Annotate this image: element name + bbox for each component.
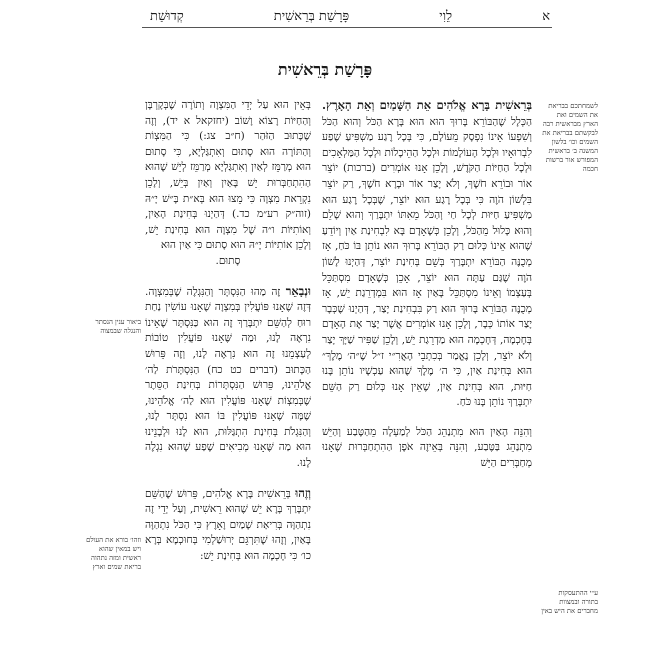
margin-gloss-right-bottom: ע״י ההתעסקות בתורה ובמצוות מחברים את היש באין (541, 589, 598, 615)
text-column-right (322, 98, 532, 650)
opening-verse: בְּרֵאשִׁית בָּרָא אֱלֹהִים אֵת הַשָּׁמַיִם וְאֵת הָאָרֶץ. (322, 98, 532, 112)
left-paragraph-2-body: זֶה מַהוּ הַנִּסְתָּר וְהַנִּגְלֶה שֶׁבְּמִצְוָה. דְּזֶה שֶׁאָנוּ פּוֹעֲלִין בְּמִצְוָה שֶׁאָנוּ עוֹשִׂין נַחַת רוּחַ לְהַשֵּׁם יִתְבָּרַךְ זֶה הוּא כַּנִּסְתָּר שֶׁאֵינוֹ נִרְאֶה לָנוּ, וּמַה שֶּׁאָנוּ פּוֹעֲלִין טוֹבוֹת לְעַצְמֵנוּ זֶה הוּא נִרְאֶה לָנוּ, וְזֶה פֵּרוּשׁ הַכָּתוּב (דברים כט כח) הַנִּסְתָּרֹת לַה׳ אֱלֹהֵינוּ, פֵּרוּשׁ הַנִּסְתָּרוֹת בְּחִינַת הַסֵּתֶר שֶׁבְּמִצְוֹת שֶׁאָנוּ פּוֹעֲלִין הוּא לַה׳ אֱלֹהֵינוּ, שֶׁמָּה שֶׁאָנוּ פּוֹעֲלִין בּוֹ הוּא נִסְתָּר לָנוּ, וְהַנִּגְלֹת בְּחִינַת הִתְגַּלּוּת, הוּא לָנוּ וּלְבָנֵינוּ הוּא מַה שֶּׁאָנוּ מְבִיאִים שֶׁפַע שֶׁהוּא נִגְלֶה לָנוּ. (145, 285, 311, 470)
paragraph-1 (322, 98, 532, 411)
left-paragraph-2 (145, 284, 311, 472)
header-rule (142, 27, 552, 28)
margin-gloss-right-top: לשמחתכם בבריאת את השמים ואת הארץ מבראשית רבה לבקשתם בבריאת את השמים וכו׳ בלשון המשנה ב׳ בראשית המפורש אור ברשות חכמה (542, 102, 598, 173)
left-paragraph-3-body: בְּרֵאשִׁית בָּרָא אֱלֹהִים, פֵּרוּשׁ שֶׁהַשֵּׁם יִתְבָּרַךְ בָּרָא יֵשׁ שֶׁהוּא רֵאשִׁית, וְעַל יְדֵי זֶה נִתְהַוָּה בְּרִיאַת שָׁמַיִם וָאָרֶץ כִּי הַכֹּל נִתְהַוָּה בָּאַיִן, וְזֶהוּ שֶׁתִּרְגֵּם יְרוּשַׁלְמִי בְּחוּכְמָא בְּרָא כו׳ כִּי חָכְמָה הוּא בְּחִינַת יֵשׁ: (145, 487, 311, 563)
margin-gloss-left-2: וזהו׳ בורא את העולם ויש במאין שהוא ראשית ומזה נתהוה בריאת שמים וארץ (86, 536, 141, 571)
left-paragraph-3-lead: וְזֶהוּ (295, 485, 311, 500)
text-column-left (145, 98, 311, 650)
header-book: לֵוִי (439, 9, 453, 24)
left-paragraph-2-lead: וּנְבָאֵר (285, 283, 311, 298)
paragraph-1-body: הַכְּלָל שֶׁהַבּוֹרֵא בָּרוּךְ הוּא הוּא בָּרָא הַכֹּל וְהוּא הַכֹּל וְשִׁפְעוֹ אֵינוֹ נִפְסָק מֵעוֹלָם, כִּי בְּכָל רֶגַע מַשְׁפִּיעַ שֶׁפַע לִבְרוּאָיו וּלְכָל הָעוֹלָמוֹת וּלְכָל הַהֵיכָלוֹת וּלְכָל הַמַּלְאָכִים וּלְכָל הַחַיּוֹת הַקֹּדֶשׁ, וְלָכֵן אָנוּ אוֹמְרִים (ברכות) יוֹצֵר אוֹר וּבוֹרֵא חֹשֶׁךְ, וְלֹא יָצַר אוֹר וּבָרָא חֹשֶׁךְ, רַק יוֹצֵר בִּלְשׁוֹן הֹוֶה כִּי בְּכָל רֶגַע הוּא יוֹצֵר, שֶׁבְּכָל רֶגַע הוּא מַשְׁפִּיעַ חַיּוּת לְכָל חַי וְהַכֹּל מֵאִתּוֹ יִתְבָּרַךְ וְהוּא שָׁלֵם וְהוּא כָּלוּל מֵהַכֹּל, וְלָכֵן כְּשֶׁאָדָם בָּא לִבְחִינַת אַיִן וְיוֹדֵעַ שֶׁהוּא אֵינוֹ כְּלוּם רַק הַבּוֹרֵא בָּרוּךְ הוּא נוֹתֵן בּוֹ כֹּחַ, אָז מְכֻנֶּה הַבּוֹרֵא יִתְבָּרַךְ בְּשֵׁם בְּחִינַת יוֹצֵר, דְּהַיְנוּ לָשׁוֹן הֹוֶה שֶׁגַּם עַתָּה הוּא יוֹצֵר, אָכֵן כְּשֶׁאָדָם מִסְתַּכֵּל בְּעַצְמוֹ וְאֵינוֹ מִסְתַּכֵּל בָּאַיִן אָז הוּא בִּמְדְרֵגַת יֵשׁ, אָז מְכֻנֶּה הַבּוֹרֵא בָּרוּךְ הוּא רַק בִּבְחִינַת יָצַר, דְּהַיְנוּ שֶׁכְּבָר יָצַר אוֹתוֹ כְּבָר, וְלָכֵן אָנוּ אוֹמְרִים אֲשֶׁר יָצַר אֶת הָאָדָם בְּחָכְמָה, דְּחָכְמָה הוּא מַדְרֵגַת יֵשׁ, וְלָכֵן שַׁפִּיר שַׁיָּךְ יָצַר וְלֹא יוֹצֵר, וְלָכֵן נֶאֱמַר בְּכִתְבֵי הָאֲרִ״י ז״ל שֶׁ״ה׳ מֶלֶךְ״ הוּא בְּחִינַת אַיִן, כִּי ה׳ מֶלֶךְ שֶׁהוּא עַכְשָׁיו נוֹתֵן בָּנוּ חַיּוּת, הוּא בְּחִינַת אַיִן, שֶׁאֵין אָנוּ כְּלוּם רַק הַשֵּׁם יִתְבָּרַךְ נוֹתֵן בָּנוּ כֹּחַ. (322, 115, 532, 409)
header-section: קְדוּשַׁת (150, 9, 184, 24)
paragraph-2: וְהִנֵּה הָאַיִן הוּא מִתְנַהֵג הַכֹּל לְמַעְלָה מֵהַטֶּבַע וְהַיֵּשׁ מִתְנַהֵג בַּטֶּבַע, וְהִנֵּה בְּאֵיזֶה אֹפֶן הַהִתְחַבְּרוּת שֶׁאָנוּ מְחַבְּרִים הַיֵּשׁ (322, 425, 532, 470)
left-paragraph-1: בְּאֵין הוּא עַל יְדֵי הַמִּצְוָה וְתוֹרָה שֶׁבְּקָרְבָּן וְהַחַיּוֹת רָצוֹא וָשׁוֹב (יחזקאל א יד), וְזֶה שֶׁכָּתוּב הַזֹּהַר (ח״ב צג:) כִּי הַמִּצְוֹת וְהַתּוֹרָה הוּא סָתוּם וְאִתְגַּלְיָא, כִּי סָתוּם הוּא מְרַמֵּז לְאַיִן וְאִתְגַּלְיָא מְרַמֵּז לְיֵשׁ שֶׁהוּא הַהִתְחַבְּרוּת יֵשׁ בָּאַיִן וְאַיִן בְּיֵשׁ, וְלָכֵן נִקְרֵאת מִצְוָה כִּי מֵצוּ הוּא בְּא״ת בָּ״שׁ יָ״הּ (זוה״ק רע״מ כד.) דְּהַיְנוּ בְּחִינַת הָאַיִן, וְאוֹתִיּוֹת ו״ה שֶׁל מִצְוָה הוּא בְּחִינַת יֵשׁ, וְלָכֵן אוֹתִיּוֹת יָ״הּ הוּא סָתוּם כִּי אַיִן הוּא (145, 99, 311, 252)
header-page-letter: א (542, 9, 550, 24)
left-paragraph-3 (145, 486, 311, 565)
left-paragraph-1-closing: סָתוּם. (215, 254, 241, 267)
running-header (150, 6, 550, 26)
margin-gloss-left-1: ביאור ענין הנסתר והנגלה שבמצוה (95, 318, 141, 335)
page-title: פָּרָשַׁת בְּרֵאשִׁית (277, 60, 373, 79)
header-parasha: פָּרָשַׁת בְּרֵאשִׁית (273, 9, 350, 24)
